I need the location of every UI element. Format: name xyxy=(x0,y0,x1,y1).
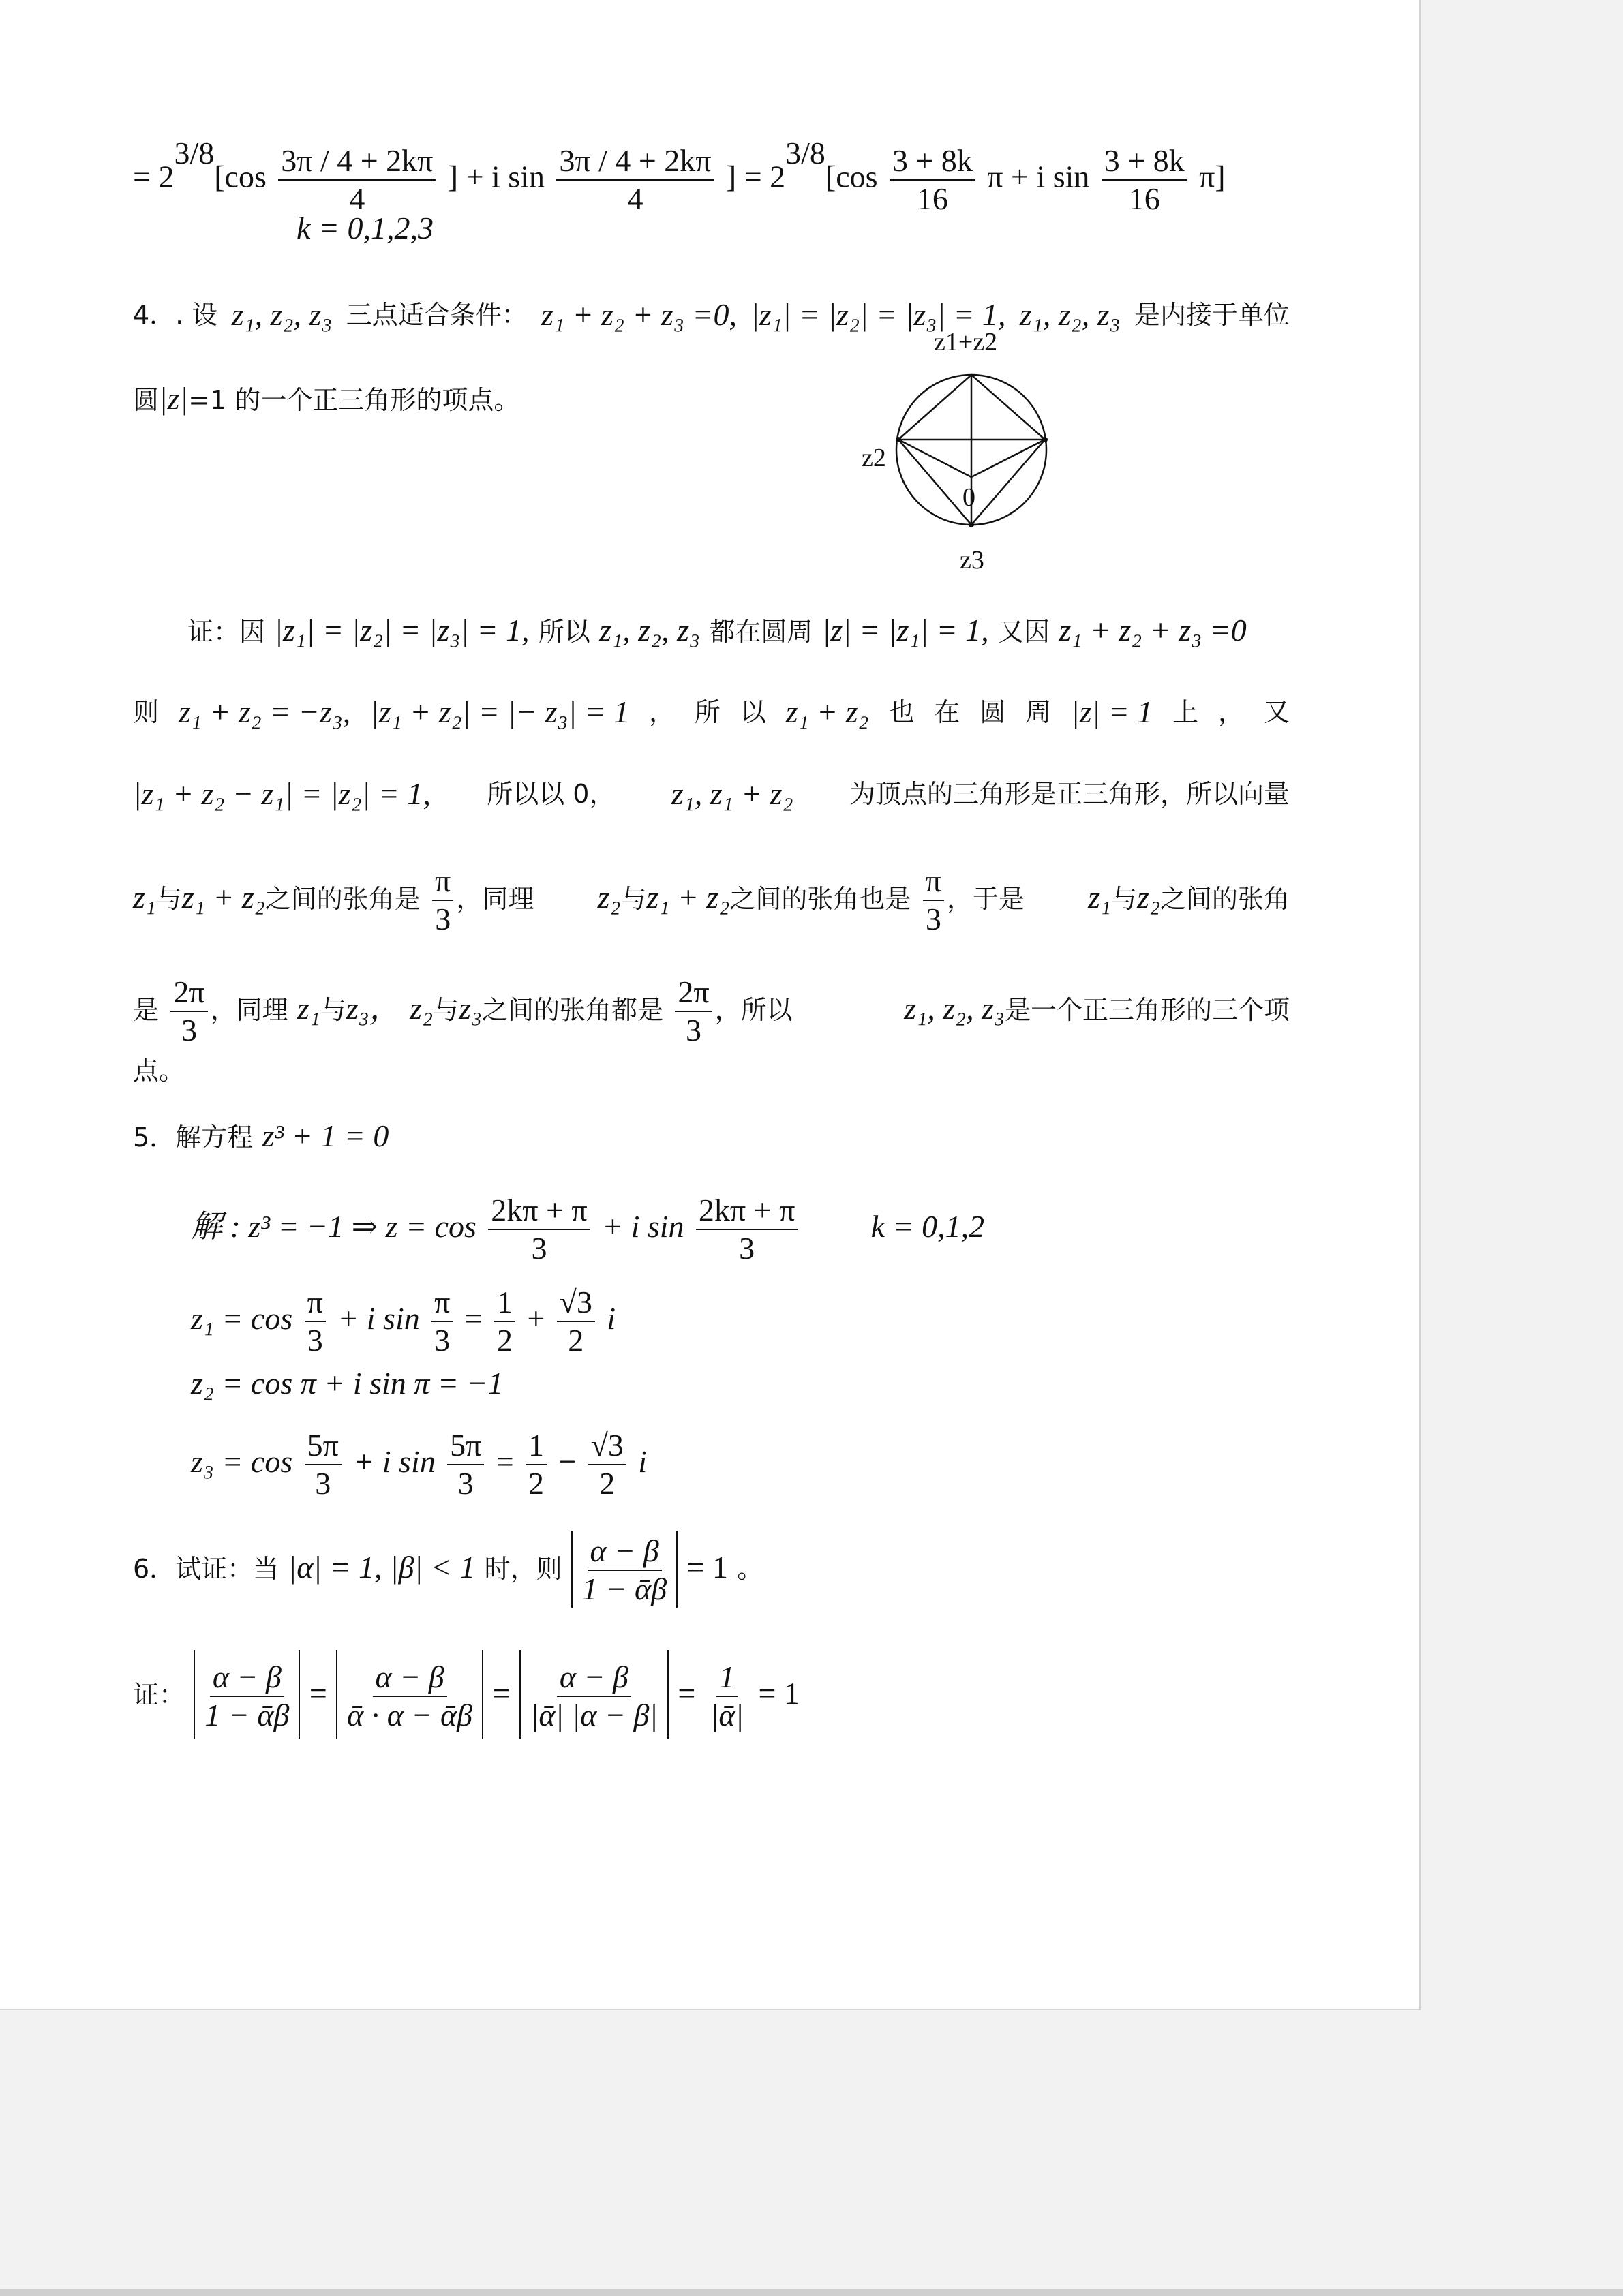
proof-4-line-4 xyxy=(133,860,1290,938)
math-expr: |α| = 1, |β| < 1 xyxy=(288,1550,476,1585)
equation-top xyxy=(133,133,1290,217)
math-expr: |z| xyxy=(159,381,189,416)
fraction xyxy=(556,142,714,217)
fraction-numerator: 2π xyxy=(170,974,207,1012)
fraction xyxy=(890,142,975,217)
math-var: z₂ xyxy=(410,991,434,1026)
math-expr: z₁ + z₂ + z₃ =0 xyxy=(1059,613,1247,647)
proof-4-line-3 xyxy=(133,774,1290,814)
equals-sign: = xyxy=(309,1676,327,1711)
text: 是内接于单位 xyxy=(1134,300,1290,330)
abs-value xyxy=(336,1650,483,1739)
fraction-denominator: 1 − ᾱβ xyxy=(204,1698,290,1732)
fraction-denominator: 2 xyxy=(497,1323,513,1358)
fraction-denominator: 3 xyxy=(315,1466,331,1501)
fraction-numerator: 3 + 8k xyxy=(1102,142,1187,181)
fraction xyxy=(1102,142,1187,217)
fraction-denominator: 16 xyxy=(1128,181,1160,216)
fraction-denominator: |ᾱ| |α − β| xyxy=(530,1698,658,1732)
text: 之间的张角是 xyxy=(264,884,421,914)
eq-exponent: 3/8 xyxy=(785,136,825,170)
text: ，所以 xyxy=(714,995,793,1025)
fraction xyxy=(557,1284,595,1359)
fraction xyxy=(278,142,436,217)
text: 与 xyxy=(320,995,346,1025)
text: 之间的张角也是 xyxy=(729,884,911,914)
fraction-denominator: 16 xyxy=(916,181,948,216)
fraction-numerator: 2kπ + π xyxy=(696,1192,798,1230)
fraction-denominator: 3 xyxy=(531,1231,547,1266)
fraction xyxy=(526,1427,547,1502)
text: 点。 xyxy=(133,1056,185,1086)
fraction-numerator: π xyxy=(923,863,944,901)
fraction xyxy=(923,863,944,938)
fraction-denominator: 4 xyxy=(349,181,365,216)
fraction-numerator: 3 + 8k xyxy=(890,142,975,181)
math-expr: + i sin xyxy=(353,1444,436,1479)
text: 所以以 0， xyxy=(487,779,616,809)
fraction xyxy=(432,863,453,938)
text: 周 xyxy=(1025,697,1052,727)
proof-4-line-6 xyxy=(133,1050,1290,1091)
math-expr: z₁ + z₂ xyxy=(646,880,730,915)
triangle-diagram xyxy=(852,328,1084,579)
text: 圆 xyxy=(980,697,1006,727)
fraction-denominator: 3 xyxy=(739,1231,755,1266)
text: 在 xyxy=(934,697,960,727)
label-origin: 0 xyxy=(962,483,975,512)
fraction-denominator: 3 xyxy=(457,1466,474,1501)
eq-text: = 2 xyxy=(133,159,175,194)
problem-number: 5．解方程 xyxy=(133,1122,254,1152)
proof-4-line-5 xyxy=(133,971,1290,1049)
k-range: k = 0,1,2 xyxy=(870,1209,985,1244)
text: ， xyxy=(648,697,675,727)
math-expr: |z₁| = |z₂| = |z₃| = 1, xyxy=(750,297,1006,332)
text: 与 xyxy=(1111,884,1138,914)
fraction-numerator: π xyxy=(431,1284,453,1322)
fraction-numerator: 2kπ + π xyxy=(488,1192,590,1230)
math-expr: |z₁| = |z₂| = |z₃| = 1, xyxy=(274,613,530,647)
problem-5-z3 xyxy=(191,1424,1290,1502)
text: 之间的张角都是 xyxy=(482,995,664,1025)
text: 。 xyxy=(737,1554,763,1584)
math-expr: |z₁ + z₂ − z₁| = |z₂| = 1, xyxy=(133,776,431,811)
math-vars: z₁, z₂, z₃ xyxy=(599,613,700,647)
math-expr: z₁ + z₂ = −z₃, xyxy=(178,694,351,729)
text: 圆 xyxy=(133,385,160,415)
text: 又 xyxy=(1263,697,1290,727)
eq-text: π + i sin xyxy=(987,159,1090,194)
text: 也 xyxy=(888,697,915,727)
abs-value xyxy=(519,1650,669,1739)
fraction-numerator: 5π xyxy=(305,1427,342,1465)
circle-triangle-figure xyxy=(852,348,1084,579)
text: 都在圆周 xyxy=(709,617,813,647)
problem-5-title xyxy=(133,1116,1290,1158)
fraction xyxy=(305,1284,326,1359)
abs-value xyxy=(194,1650,300,1739)
fraction-denominator: ᾱ · α − ᾱβ xyxy=(347,1698,473,1732)
fraction-denominator: 2 xyxy=(568,1323,584,1358)
fraction-numerator: α − β xyxy=(557,1659,631,1697)
fraction-denominator: 3 xyxy=(435,902,451,936)
math-expr: z₁ + z₂ xyxy=(785,694,869,729)
problem-number: 6．试证：当 xyxy=(133,1554,279,1584)
math-expr: + xyxy=(527,1301,545,1336)
text: 之间的张角 xyxy=(1159,884,1290,914)
math-expr: z₁ + z₂ xyxy=(181,880,265,915)
text: 以 xyxy=(740,697,766,727)
fraction xyxy=(344,1659,475,1734)
math-expr: = xyxy=(496,1444,514,1479)
eq-exponent: 3/8 xyxy=(174,136,215,170)
fraction-numerator: √3 xyxy=(557,1284,595,1322)
fraction-numerator: 3π / 4 + 2kπ xyxy=(278,142,436,181)
fraction xyxy=(588,1427,626,1502)
fraction xyxy=(488,1192,590,1267)
fraction-denominator: 3 xyxy=(685,1013,701,1047)
fraction xyxy=(202,1659,292,1734)
math-expr: |z| = |z₁| = 1, xyxy=(821,613,989,647)
text: 是一个正三角形的三个项 xyxy=(1004,995,1290,1025)
fraction-denominator: 4 xyxy=(627,181,643,216)
problem-5-z1 xyxy=(191,1281,1290,1359)
text: ，于是 xyxy=(946,884,1025,914)
math-var: i xyxy=(638,1444,648,1479)
proof-4-line-2 xyxy=(133,692,1290,733)
fraction-numerator: 1 xyxy=(494,1284,515,1322)
fraction-numerator: 1 xyxy=(716,1659,738,1697)
math-expr: z₃ = cos xyxy=(191,1444,293,1479)
fraction-numerator: α − β xyxy=(373,1659,447,1697)
fraction-numerator: 3π / 4 + 2kπ xyxy=(556,142,714,181)
math-vars: z₁, z₂, z₃ xyxy=(1019,297,1121,332)
fraction-denominator: 2 xyxy=(528,1466,544,1501)
fraction-numerator: α − β xyxy=(210,1659,284,1697)
math-expr: = 1 xyxy=(758,1676,800,1711)
fraction-numerator: π xyxy=(432,863,453,901)
fraction-denominator: 3 xyxy=(434,1323,451,1358)
eq-text: ] + i sin xyxy=(447,159,545,194)
fraction-numerator: α − β xyxy=(588,1533,662,1571)
equals-sign: = xyxy=(678,1676,696,1711)
text: 所以 xyxy=(538,617,590,647)
eq-text: π] xyxy=(1199,159,1226,194)
text: 为顶点的三角形是正三角形，所以向量 xyxy=(849,779,1290,809)
text: ， xyxy=(1218,697,1245,727)
text: =1 的一个正三角形的项点。 xyxy=(188,385,520,415)
math-var: z₂ xyxy=(1137,880,1160,915)
text: 证： xyxy=(133,1680,185,1710)
math-var: z₁ xyxy=(1088,880,1112,915)
math-var: i xyxy=(607,1301,616,1336)
label-z3: z3 xyxy=(960,546,984,575)
math-expr: 解 : z³ = −1 ⇒ z = cos xyxy=(191,1209,476,1244)
text: 是 xyxy=(133,995,160,1025)
fraction-numerator: 1 xyxy=(526,1427,547,1465)
problem-6-proof xyxy=(133,1649,1290,1739)
text: 与 xyxy=(620,884,647,914)
math-expr: − xyxy=(558,1444,577,1479)
fraction-denominator: 2 xyxy=(599,1466,616,1501)
label-z2: z2 xyxy=(862,444,886,472)
fraction xyxy=(494,1284,515,1359)
math-vars: z₁, z₂, z₃ xyxy=(231,297,333,332)
k-range: k = 0,1,2,3 xyxy=(297,211,434,245)
text: 与 xyxy=(155,884,182,914)
equals-sign: = xyxy=(492,1676,511,1711)
fraction-numerator: π xyxy=(305,1284,326,1322)
text: 上 xyxy=(1172,697,1199,727)
fraction xyxy=(528,1659,661,1734)
fraction xyxy=(431,1284,453,1359)
fraction xyxy=(708,1659,746,1734)
math-var: z₃， xyxy=(346,991,401,1026)
problem-4-line-2 xyxy=(133,378,1290,420)
k-values xyxy=(297,208,1290,249)
fraction xyxy=(579,1533,669,1608)
text: 证：因 xyxy=(187,617,266,647)
math-expr: z₁ + z₂ + z₃ =0, xyxy=(541,297,737,332)
fraction xyxy=(675,974,712,1049)
math-expr: |z₁ + z₂| = |− z₃| = 1 xyxy=(370,694,630,729)
abs-value xyxy=(571,1531,678,1608)
text: 所 xyxy=(694,697,721,727)
fraction xyxy=(447,1427,484,1502)
text: ，同理 xyxy=(210,995,288,1025)
problem-number: 4．. 设 xyxy=(133,300,218,330)
math-expr: = xyxy=(464,1301,483,1336)
problem-5-z2 xyxy=(191,1363,1290,1405)
text: 则 xyxy=(133,697,160,727)
fraction-numerator: √3 xyxy=(588,1427,626,1465)
math-expr: + i sin xyxy=(337,1301,420,1336)
math-var: z₃ xyxy=(459,991,482,1026)
math-var: z₂ xyxy=(597,880,621,915)
math-var: z₁ xyxy=(297,991,320,1026)
problem-5-solution xyxy=(191,1189,1290,1267)
viewer-bottom-edge xyxy=(0,2289,1623,2296)
fraction-denominator: 3 xyxy=(925,902,941,936)
text: 三点适合条件： xyxy=(346,300,528,330)
fraction-denominator: 3 xyxy=(307,1323,323,1358)
fraction-numerator: 2π xyxy=(675,974,712,1012)
math-expr: z₂ = cos π + i sin π = −1 xyxy=(191,1366,504,1400)
label-z1-plus-z2: z1+z2 xyxy=(934,328,998,356)
fraction xyxy=(305,1427,342,1502)
fraction-denominator: 1 − ᾱβ xyxy=(582,1572,667,1606)
fraction xyxy=(696,1192,798,1267)
fraction-denominator: 3 xyxy=(181,1013,197,1047)
math-vars: z₁, z₂, z₃ xyxy=(904,991,1005,1026)
math-expr: |z| = 1 xyxy=(1071,694,1153,729)
math-expr: = 1 xyxy=(686,1550,728,1585)
eq-text: [cos xyxy=(214,159,267,194)
math-expr: + i sin xyxy=(602,1209,684,1244)
text: 与 xyxy=(433,995,459,1025)
eq-text: [cos xyxy=(825,159,878,194)
fraction xyxy=(170,974,207,1049)
problem-4-line-1 xyxy=(133,294,1290,335)
text: 时，则 xyxy=(484,1554,562,1584)
math-expr: z₁, z₁ + z₂ xyxy=(671,776,793,811)
fraction-denominator: |ᾱ| xyxy=(710,1698,744,1732)
fraction-numerator: 5π xyxy=(447,1427,484,1465)
proof-4-line-1 xyxy=(187,610,1290,652)
math-expr: z³ + 1 = 0 xyxy=(262,1118,389,1153)
text: ，同理 xyxy=(456,884,534,914)
problem-6-title xyxy=(133,1530,1290,1608)
math-expr: z₁ = cos xyxy=(191,1301,293,1336)
math-var: z₁ xyxy=(133,880,156,915)
text: 又因 xyxy=(998,617,1050,647)
eq-text: ] = 2 xyxy=(725,159,786,194)
